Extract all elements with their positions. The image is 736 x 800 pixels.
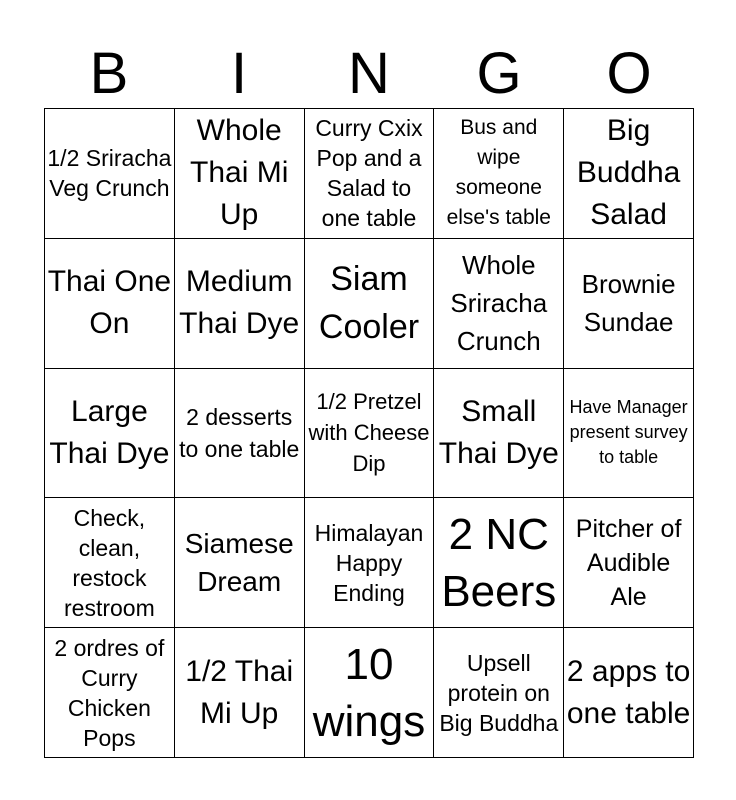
cell-text: Brownie Sundae	[581, 269, 676, 338]
cell-text: Pitcher of Audible Ale	[575, 514, 682, 611]
bingo-cell-r4-c2[interactable]	[175, 498, 305, 628]
bingo-header	[44, 40, 694, 108]
cell-text: Check, clean, restock restroom	[64, 504, 155, 621]
cell-text: Himalayan Happy Ending	[314, 519, 424, 606]
bingo-cell-r2-c3[interactable]	[305, 239, 435, 369]
bingo-cell-r4-c4[interactable]	[434, 498, 564, 628]
cell-text: 2 ordres of Curry Chicken Pops	[54, 634, 165, 751]
header-letter-o: O	[606, 41, 652, 106]
bingo-cell-r3-c2[interactable]	[175, 369, 305, 499]
cell-text: Have Manager present survey to table	[569, 397, 688, 468]
bingo-cell-r1-c1[interactable]	[45, 109, 175, 239]
bingo-cell-r5-c3[interactable]	[305, 628, 435, 758]
header-letter-i: I	[230, 41, 248, 106]
bingo-cell-r1-c5[interactable]	[564, 109, 694, 239]
cell-text: Upsell protein on Big Buddha	[439, 649, 559, 736]
bingo-cell-r3-c5[interactable]	[564, 369, 694, 499]
bingo-cell-r4-c3[interactable]	[305, 498, 435, 628]
bingo-cell-r3-c1[interactable]	[45, 369, 175, 499]
bingo-cell-r5-c4[interactable]	[434, 628, 564, 758]
bingo-cell-r2-c2[interactable]	[175, 239, 305, 369]
header-letter-n: N	[348, 41, 390, 106]
bingo-cell-r5-c1[interactable]	[45, 628, 175, 758]
cell-text: 2 desserts to one table	[179, 403, 300, 462]
bingo-cell-r4-c1[interactable]	[45, 498, 175, 628]
cell-text: Siamese Dream	[184, 527, 294, 597]
cell-text: Whole Sriracha Crunch	[450, 250, 548, 357]
bingo-cell-r3-c4[interactable]	[434, 369, 564, 499]
bingo-cell-r2-c5[interactable]	[564, 239, 694, 369]
header-letter-b: B	[89, 41, 129, 106]
bingo-cell-r2-c1[interactable]	[45, 239, 175, 369]
cell-text: Siam Cooler	[318, 260, 420, 347]
cell-text: Whole Thai Mi Up	[190, 114, 289, 232]
bingo-grid	[44, 108, 694, 758]
cell-text: 2 NC Beers	[441, 509, 557, 616]
cell-text: 1/2 Sriracha Veg Crunch	[47, 145, 172, 202]
bingo-cell-r3-c3[interactable]	[305, 369, 435, 499]
bingo-cell-r4-c5[interactable]	[564, 498, 694, 628]
cell-text: Bus and wipe someone else's table	[446, 116, 551, 230]
bingo-cell-r5-c2[interactable]	[175, 628, 305, 758]
cell-text: 2 apps to one table	[566, 654, 691, 730]
cell-text: 10 wings	[312, 639, 426, 746]
cell-text: Large Thai Dye	[49, 394, 170, 470]
bingo-cell-r1-c3[interactable]	[305, 109, 435, 239]
cell-text: Medium Thai Dye	[179, 265, 300, 341]
cell-text: Curry Cxix Pop and a Salad to one table	[315, 115, 423, 232]
cell-text: Small Thai Dye	[438, 394, 559, 470]
bingo-cell-r5-c5[interactable]	[564, 628, 694, 758]
cell-text: 1/2 Pretzel with Cheese Dip	[308, 389, 430, 477]
bingo-cell-r1-c2[interactable]	[175, 109, 305, 239]
cell-text: 1/2 Thai Mi Up	[185, 654, 294, 730]
cell-text: Big Buddha Salad	[576, 114, 681, 232]
header-letter-g: G	[476, 41, 522, 106]
cell-text: Thai One On	[47, 265, 172, 341]
bingo-cell-r1-c4[interactable]	[434, 109, 564, 239]
bingo-cell-r2-c4[interactable]	[434, 239, 564, 369]
